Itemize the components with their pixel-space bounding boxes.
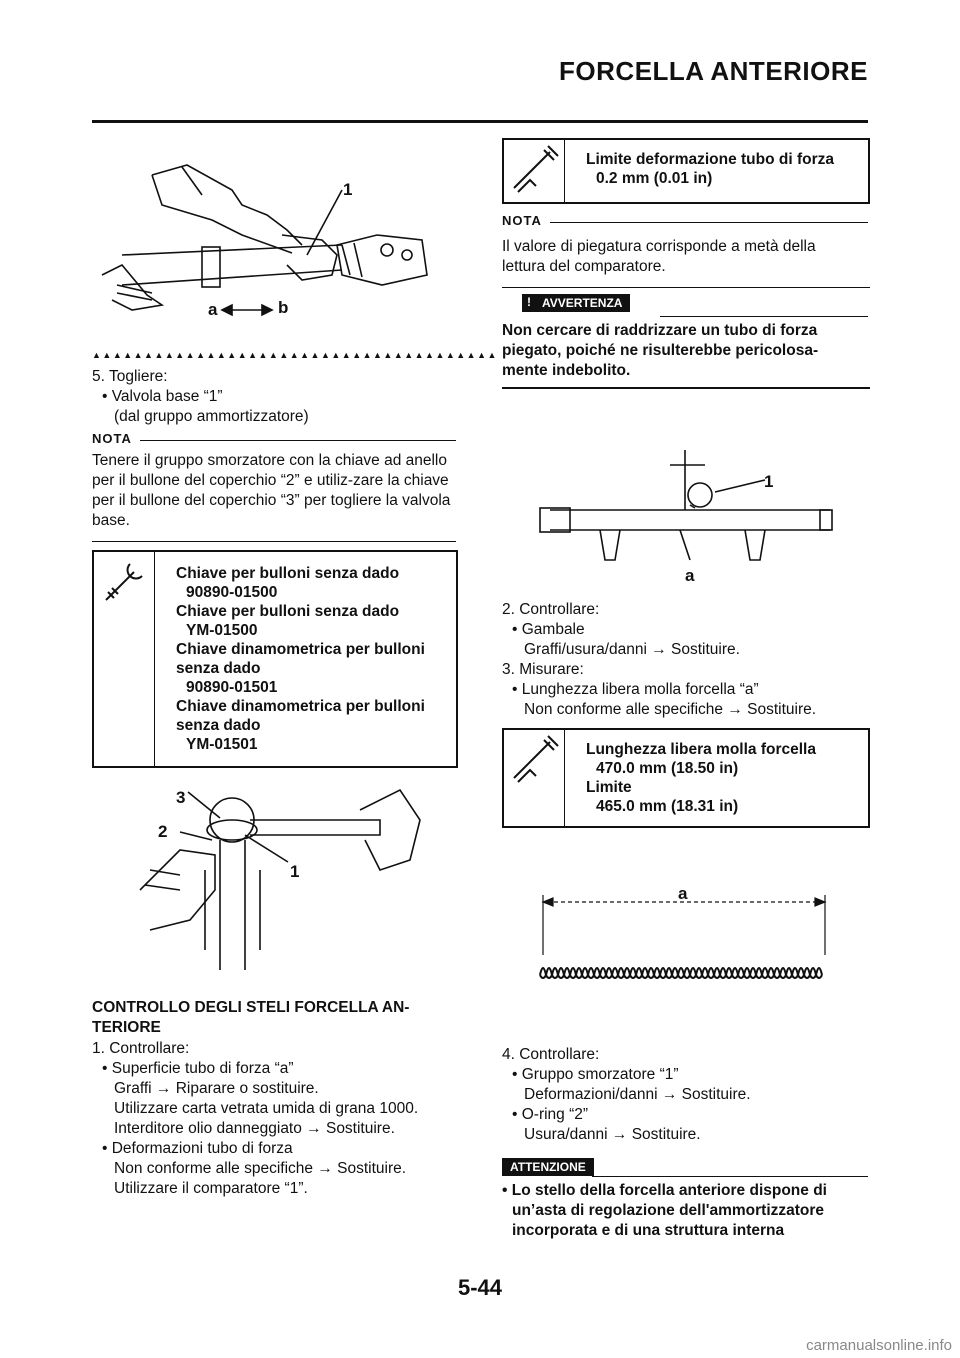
note-end-rule-right [502, 287, 870, 288]
spec-2-text [586, 740, 816, 816]
figure-base-valve-removal [92, 135, 452, 335]
section-title [92, 998, 462, 1038]
section-title-line-2: TERIORE [92, 1019, 161, 1036]
tool-2-name: Chiave per bulloni senza dado [176, 603, 400, 620]
attention-line-3: incorporata e di una struttura interna [512, 1222, 785, 1239]
step-4-bullet-1-line-1: Deformazioni/danni → Sostituire. [524, 1086, 751, 1103]
step-1-bullet-1: • Superficie tubo di forza “a” [102, 1060, 294, 1077]
steps-2-3 [502, 600, 872, 720]
note-rule-left [140, 440, 456, 441]
end-of-procedure-marker: ▲▲▲▲▲▲▲▲▲▲▲▲▲▲▲▲▲▲▲▲▲▲▲▲▲▲▲▲▲▲▲▲▲▲▲▲▲▲▲ [92, 350, 498, 360]
spec-icon-cell [504, 140, 565, 202]
warning-text-line-3: mente indebolito. [502, 362, 631, 379]
step-5-title: 5. Togliere: [92, 368, 168, 385]
attention-badge [502, 1158, 594, 1176]
step-3-bullet-line-1: Non conforme alle specifiche → Sostituire. [524, 701, 817, 718]
warning-end-rule [502, 387, 870, 389]
tool-4-code: YM-01501 [186, 736, 258, 753]
step-1 [92, 1039, 462, 1199]
tool-1-code: 90890-01500 [186, 584, 278, 601]
step-1-bullet-1-line-1: Graffi → Riparare o sostituire. [114, 1080, 319, 1097]
wrench-icon [94, 552, 154, 612]
attention-label: ATTENZIONE [502, 1158, 594, 1176]
tool-4-name: Chiave dinamometrica per bulloni senza dado [176, 698, 425, 734]
step-1-bullet-2: • Deformazioni tubo di forza [102, 1140, 293, 1157]
note-text-right-line-1: Il valore di piegatura corrisponde a metà della [502, 238, 816, 255]
step-3-bullet: • Lunghezza libera molla forcella “a” [512, 681, 759, 698]
tools-icon-cell [94, 552, 155, 766]
note-text-right-line-2: lettura del comparatore. [502, 258, 666, 275]
spec-2-icon-cell [504, 730, 565, 826]
spec-2-line-2: 470.0 mm (18.50 in) [596, 760, 739, 777]
fig1-label-b: b [278, 298, 289, 317]
warning-text-line-1: Non cercare di raddrizzare un tubo di forza [502, 322, 818, 339]
note-label-left: NOTA [92, 431, 132, 446]
step-5-bullet-sub: (dal gruppo ammortizzatore) [114, 408, 309, 425]
attention-line-2: un’asta di regolazione dell'ammortizzatore [512, 1202, 825, 1219]
attention-text [502, 1181, 872, 1241]
fig3-label-1: 1 [764, 472, 774, 491]
fig1-label-a: a [208, 300, 218, 319]
step-1-bullet-1-line-2: Utilizzare carta vetrata umida di grana 1000. [114, 1100, 419, 1117]
warning-icon: ! [527, 295, 531, 309]
fig2-label-3: 3 [176, 788, 186, 807]
fig4-label-a: a [678, 884, 688, 903]
step-1-title: 1. Controllare: [92, 1040, 190, 1057]
step-2-bullet: • Gambale [512, 621, 585, 638]
spec-2-line-4: 465.0 mm (18.31 in) [596, 798, 739, 815]
note-text-left: Tenere il gruppo smorzatore con la chiave ad anello per il bullone del coperchio “2” e utiliz-zare la chiave per il bullone del coperchio “3” per togliere la valvola base. [92, 452, 451, 529]
note-label-right: NOTA [502, 213, 542, 228]
page-number: 5-44 [457, 1275, 503, 1300]
warning-label: AVVERTENZA [542, 296, 623, 310]
section-title-line-1: CONTROLLO DEGLI STELI FORCELLA AN- [92, 999, 410, 1016]
step-1-bullet-2-line-2: Utilizzare il comparatore “1”. [114, 1180, 308, 1197]
warning-text [502, 321, 872, 381]
warning-badge-box [522, 294, 630, 312]
step-5 [92, 367, 456, 427]
step-2-title: 2. Controllare: [502, 601, 600, 618]
tool-3-code: 90890-01501 [186, 679, 278, 696]
page-title: FORCELLA ANTERIORE [559, 56, 868, 86]
step-4-bullet-1: • Gruppo smorzatore “1” [512, 1066, 679, 1083]
fig2-label-1: 1 [290, 862, 300, 881]
caliper-icon [504, 730, 564, 792]
spec-2-line-1: Lunghezza libera molla forcella [586, 741, 816, 758]
header-rule [92, 120, 868, 123]
step-5-bullet: • Valvola base “1” [102, 388, 223, 405]
watermark-text: carmanualsonline.info [806, 1337, 952, 1354]
step-4-bullet-2: • O-ring “2” [512, 1106, 589, 1123]
caliper-icon [504, 140, 564, 202]
step-3-title: 3. Misurare: [502, 661, 584, 678]
step-1-bullet-2-line-1: Non conforme alle specifiche → Sostituire. [114, 1160, 407, 1177]
step-4-bullet-2-line-1: Usura/danni → Sostituire. [524, 1126, 701, 1143]
spec-1-text [586, 150, 834, 188]
fig2-label-2: 2 [158, 822, 168, 841]
warning-text-line-2: piegato, poiché ne risulterebbe pericolosa- [502, 342, 819, 359]
fig3-label-a: a [685, 566, 695, 585]
figure-wrench-drawing [120, 780, 440, 970]
note-rule-right [550, 222, 868, 223]
step-1-bullet-1-line-3: Interditore olio danneggiato → Sostituire. [114, 1120, 395, 1137]
warning-rule [660, 316, 868, 317]
step-2-bullet-line-1: Graffi/usura/danni → Sostituire. [524, 641, 740, 658]
tool-2-code: YM-01500 [186, 622, 258, 639]
step-4 [502, 1045, 872, 1145]
step-4-title: 4. Controllare: [502, 1046, 600, 1063]
tool-1-name: Chiave per bulloni senza dado [176, 565, 400, 582]
figure-wrench-on-damper [120, 780, 440, 970]
spec-1-line-1: Limite deformazione tubo di forza [586, 151, 835, 168]
tool-3-name: Chiave dinamometrica per bulloni senza dado [176, 641, 425, 677]
spec-1-line-2: 0.2 mm (0.01 in) [596, 170, 713, 187]
tools-spec-box [92, 550, 458, 768]
spec-2-line-3: Limite [586, 779, 632, 796]
note-end-rule-left [92, 541, 456, 542]
tools-list [176, 564, 456, 754]
figure-base-valve-drawing [92, 135, 452, 335]
warning-badge [522, 294, 630, 312]
spec-box-deformation-limit [502, 138, 870, 204]
note-text-right [502, 237, 870, 277]
fig1-label-1: 1 [343, 180, 353, 199]
spec-box-spring-length [502, 728, 870, 828]
attention-rule [592, 1176, 868, 1177]
attention-line-1: • Lo stello della forcella anteriore dispone di [502, 1182, 827, 1199]
